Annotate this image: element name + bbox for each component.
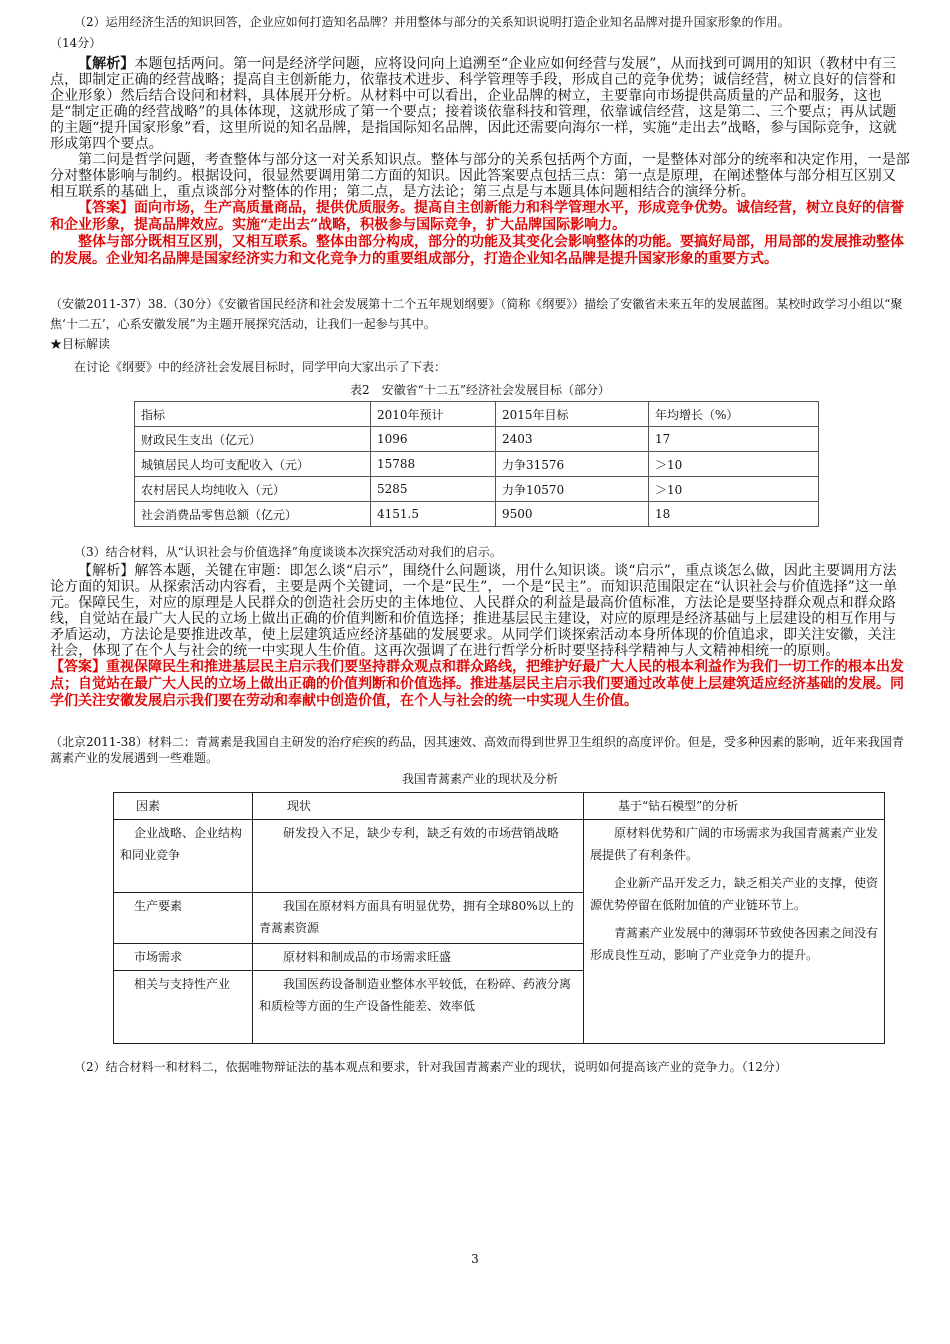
table-row	[135, 477, 819, 502]
artemisinin-table	[113, 792, 885, 1044]
anhui-lead: 在讨论《纲要》中的经济社会发展目标时，同学甲向大家出示了下表：	[74, 360, 447, 374]
answer-text-1: 面向市场，生产高质量商品，提供优质服务。提高自主创新能力和科学管理水平，形成竞争优势。诚信经营，树立良好的信誉和企业形象，提高品牌效应。实施“走出去”战略，积极参与国际竞争，扩大品牌国际影响力。	[50, 200, 904, 233]
analysis-cell	[584, 820, 885, 1044]
table-header-row	[114, 793, 885, 820]
table-cell: 社会消费品零售总额（亿元）	[135, 502, 371, 527]
analysis-paragraph-2: 第二问是哲学问题，考查整体与部分这一对关系知识点。整体与部分的关系包括两个方面，一是整体对部分的统率和决定作用，一是部分对整体影响与制约。根据设问，很显然要调用第二方面的知识。因此答案要点包括三点：第一点是原理，在阐述整体与部分相互区别又相互联系的基础上，重点谈部分对整体的作用；第二点，是方法论；第三点是与本题具体问题相结合的演绎分析。	[50, 152, 910, 200]
anhui-section-title: ★目标解读	[50, 337, 111, 351]
table-cell: 我国医药设备制造业整体水平较低，在粉碎、药液分离和质检等方面的生产设备性能差、效率低	[253, 971, 584, 1044]
table-cell: 相关与支持性产业	[114, 971, 253, 1044]
analysis-point-3: 青蒿素产业发展中的薄弱环节致使各因素之间没有形成良性互动，影响了产业竞争力的提升。	[590, 926, 879, 962]
analysis-text: 解答本题，关键在审题：即怎么谈“启示”，围绕什么问题谈，用什么知识谈。谈“启示”，重点谈怎么做，因此主要调用方法论方面的知识。从探索活动内容看，主要是两个关键词，一个是“民生”，一个是“民主”。而知识范围限定在“认识社会与价值选择”这一单元。保障民生，对应的原理是人民群众的创造社会历史的主体地位、人民群众的利益是最高价值标准，方法论是要坚持群众观点和群众路线，自觉站在最广大人民的立场上做出正确的价值判断和价值选择；推进基层民主建设，对应的原理是经济基础与上层建设的相互作用与矛盾运动，方法论是要推进改革，使上层建筑适应经济基础的发展要求。从同学们谈探索活动本身所体现的价值追求，即关注安徽，关注社会，体现了在个人与社会的统一中实现人生价值。这再次强调了在进行哲学分析时要坚持科学精神与人文精神相统一的原则。	[50, 563, 898, 659]
anhui-answer	[50, 659, 910, 710]
table-cell: 力争31576	[496, 452, 649, 477]
table-header-cell: 现状	[253, 793, 584, 820]
table-cell: 市场需求	[114, 944, 253, 971]
anhui-question-3: （3）结合材料，从“认识社会与价值选择”角度谈谈本次探究活动对我们的启示。	[74, 545, 502, 559]
table-cell: 研发投入不足，缺少专利，缺乏有效的市场营销战略	[253, 820, 584, 893]
table-cell: 企业战略、企业结构和同业竞争	[114, 820, 253, 893]
table-cell: 生产要素	[114, 893, 253, 944]
analysis-point-1: 原材料优势和广阔的市场需求为我国青蒿素产业发展提供了有利条件。	[590, 826, 879, 862]
analysis-paragraph-1	[50, 56, 910, 152]
table-header-cell: 2015年目标	[496, 402, 649, 427]
anhui-table-caption: 表2 安徽省“十二五”经济社会发展目标（部分）	[350, 383, 610, 397]
table-cell: 5285	[371, 477, 496, 502]
table-cell: 原材料和制成品的市场需求旺盛	[253, 944, 584, 971]
answer-text: 重视保障民生和推进基层民主启示我们要坚持群众观点和群众路线，把维护好最广大人民的根本利益作为我们一切工作的根本出发点；自觉站在最广大人民的立场上做出正确的价值判断和价值选择。推进基层民主启示我们要通过改革使上层建筑适应经济基础的发展。同学们关注安徽发展启示我们要在劳动和奉献中创造价值，在个人与社会的统一中实现人生价值。	[50, 659, 904, 709]
table-row	[135, 502, 819, 527]
table-cell: 农村居民人均纯收入（元）	[135, 477, 371, 502]
table-cell: 9500	[496, 502, 649, 527]
beijing-intro: （北京2011-38）材料二：青蒿素是我国自主研发的治疗疟疾的药品，因其速效、高效而得到世界卫生组织的高度评价。但是，受多种因素的影响，近年来我国青蒿素产业的发展遇到一些难题。	[50, 735, 904, 765]
answer-tag: 【答案】	[50, 659, 106, 675]
question-2: （2）运用经济生活的知识回答，企业应如何打造知名品牌？并用整体与部分的关系知识说明打造企业知名品牌对提升国家形象的作用。	[74, 15, 790, 29]
page-number: 3	[471, 1252, 479, 1266]
anhui-analysis	[50, 563, 910, 659]
question-2-score: （14分）	[50, 36, 102, 50]
table-row	[135, 452, 819, 477]
table-cell: 力争10570	[496, 477, 649, 502]
beijing-question-2: （2）结合材料一和材料二，依据唯物辩证法的基本观点和要求，针对我国青蒿素产业的现状，说明如何提高该产业的竞争力。（12分）	[74, 1060, 787, 1074]
table-cell: 1096	[371, 427, 496, 452]
anhui-intro: （安徽2011-37）38.（30分）《安徽省国民经济和社会发展第十二个五年规划纲要》（简称《纲要》）描绘了安徽省未来五年的发展蓝图。某校时政学习小组以“聚焦‘十二五’，心系安徽发展”为主题开展探究活动，让我们一起参与其中。	[50, 297, 903, 331]
table-header-cell: 指标	[135, 402, 371, 427]
document-page	[50, 14, 910, 1078]
answer-tag: 【答案】	[78, 200, 134, 216]
table-cell: 城镇居民人均可支配收入（元）	[135, 452, 371, 477]
answer-paragraph-2: 整体与部分既相互区别，又相互联系。整体由部分构成，部分的功能及其变化会影响整体的功能。要搞好局部，用局部的发展推动整体的发展。企业知名品牌是国家经济实力和文化竞争力的重要组成部分，打造企业知名品牌是提升国家形象的重要方式。	[50, 234, 904, 267]
table-row	[135, 427, 819, 452]
table-cell: 2403	[496, 427, 649, 452]
table-header-cell: 2010年预计	[371, 402, 496, 427]
analysis-point-2: 企业新产品开发乏力，缺乏相关产业的支撑，使资源优势停留在低附加值的产业链环节上。	[590, 876, 879, 912]
answer-paragraph-1	[50, 200, 910, 234]
table-cell: 4151.5	[371, 502, 496, 527]
table-cell: 财政民生支出（亿元）	[135, 427, 371, 452]
table-cell: 18	[649, 502, 819, 527]
analysis-tag: 【解析】	[78, 563, 135, 579]
analysis-tag: 【解析】	[78, 56, 135, 72]
table-header-row	[135, 402, 819, 427]
table-cell: 15788	[371, 452, 496, 477]
table-cell: ＞10	[649, 477, 819, 502]
table-header-cell: 因素	[114, 793, 253, 820]
beijing-table-caption: 我国青蒿素产业的现状及分析	[401, 772, 558, 786]
table-header-cell: 年均增长（%）	[649, 402, 819, 427]
table-row	[114, 820, 885, 893]
table-header-cell: 基于“钻石模型”的分析	[584, 793, 885, 820]
table-cell: ＞10	[649, 452, 819, 477]
analysis-text-1: 本题包括两问。第一问是经济学问题，应将设问向上追溯至“企业应如何经营与发展”，从而找到可调用的知识（教材中有三点，即制定正确的经营战略；提高自主创新能力，依靠技术进步、科学管理等手段，形成自己的竞争优势；诚信经营，树立良好的信誉和企业形象）然后结合设问和材料，具体展开分析。从材料中可以看出，企业品牌的树立，主要靠向市场提供高质量的产品和服务，这也是“制定正确的经营战略”的具体体现，这就形成了第一个要点；接着谈依靠科技和管理，依靠诚信经营，这是第二、三个要点；再从试题的主题“提升国家形象”看，这里所说的知名品牌，是指国际知名品牌，因此还需要向海尔一样，实施“走出去”战略，参与国际竞争，这就形成第四个要点。	[50, 56, 897, 152]
table-cell: 我国在原材料方面具有明显优势，拥有全球80%以上的青蒿素资源	[253, 893, 584, 944]
table-cell: 17	[649, 427, 819, 452]
anhui-goals-table	[134, 401, 819, 527]
